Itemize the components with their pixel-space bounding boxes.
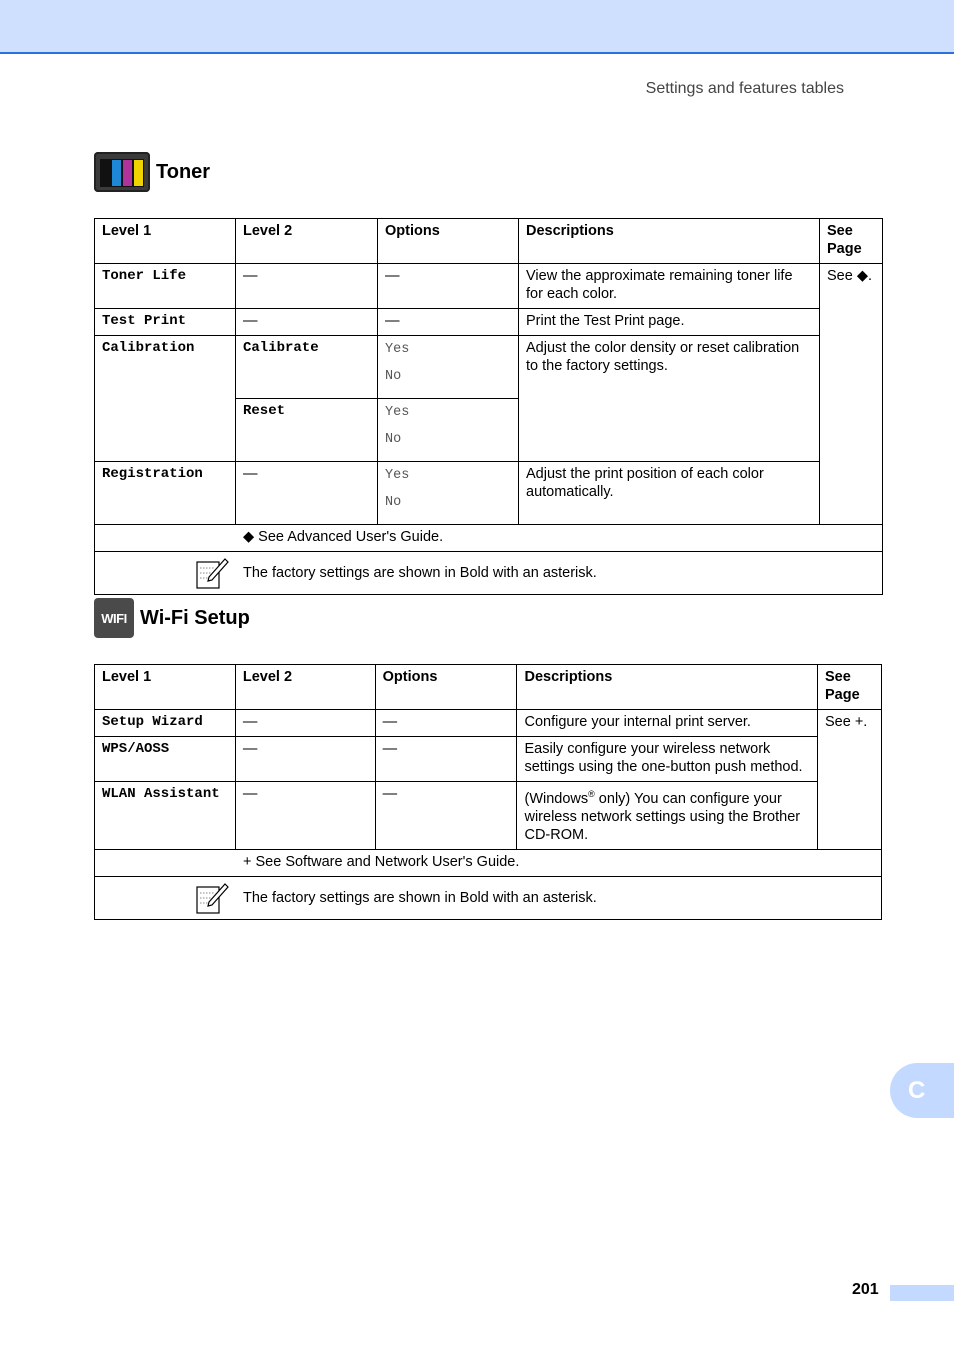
wifi-footnote: + See Software and Network User's Guide.: [95, 849, 882, 876]
toner-icon: [94, 152, 150, 192]
toner-life-level2: —: [236, 264, 378, 309]
wps-aoss-options: —: [375, 737, 517, 782]
wifi-see-page: See +.: [818, 710, 882, 850]
setup-wizard-options: —: [375, 710, 517, 737]
col-header-level1: Level 1: [95, 665, 236, 710]
registration-label: Registration: [95, 462, 236, 525]
table-row: [95, 710, 882, 737]
wps-aoss-label: WPS/AOSS: [95, 737, 236, 782]
col-header-descriptions: Descriptions: [519, 219, 820, 264]
test-print-label: Test Print: [95, 309, 236, 336]
wifi-icon: WIFI: [94, 598, 134, 638]
chapter-tab: C: [890, 1063, 954, 1118]
registered-mark: ®: [588, 789, 595, 799]
toner-footnote: ◆ See Advanced User's Guide.: [95, 525, 883, 552]
col-header-see-page: See Page: [818, 665, 882, 710]
option-no: No: [385, 369, 402, 384]
col-header-level1: Level 1: [95, 219, 236, 264]
setup-wizard-level2: —: [235, 710, 375, 737]
table-row: [95, 782, 882, 850]
wlan-assistant-label: WLAN Assistant: [95, 782, 236, 850]
registration-level2: —: [236, 462, 378, 525]
toner-title: Toner: [156, 160, 211, 183]
footnote-row: [95, 525, 883, 552]
toner-see-page: See ◆.: [820, 264, 883, 525]
table-row: [95, 737, 882, 782]
wlan-assistant-description: [517, 782, 818, 850]
table-header-row: [95, 665, 882, 710]
calibrate-label: Calibrate: [236, 336, 378, 399]
option-yes: Yes: [385, 342, 410, 357]
col-header-descriptions: Descriptions: [517, 665, 818, 710]
registration-options: [378, 462, 519, 525]
test-print-description: Print the Test Print page.: [519, 309, 820, 336]
footnote-row: [95, 849, 882, 876]
col-header-options: Options: [375, 665, 517, 710]
toner-life-options: —: [378, 264, 519, 309]
col-header-level2: Level 2: [235, 665, 375, 710]
option-no: No: [385, 495, 402, 510]
wlan-assistant-options: —: [375, 782, 517, 850]
page-number: 201: [852, 1281, 879, 1298]
note-text: The factory settings are shown in Bold with an asterisk.: [243, 565, 597, 581]
page-number-bar: [890, 1285, 954, 1301]
reset-label: Reset: [236, 399, 378, 462]
col-header-level2: Level 2: [236, 219, 378, 264]
running-header: Settings and features tables: [645, 80, 844, 97]
note-pencil-icon: [195, 556, 229, 590]
note-pencil-icon: [195, 881, 229, 915]
wps-aoss-level2: —: [235, 737, 375, 782]
registration-description: Adjust the print position of each color automatically.: [519, 462, 820, 525]
setup-wizard-description: Configure your internal print server.: [517, 710, 818, 737]
wifi-title: Wi-Fi Setup: [140, 606, 250, 629]
wifi-table: [94, 664, 882, 920]
note-row: [95, 876, 882, 919]
desc-part: only) You can configure your wireless network settings using the Brother CD-ROM.: [524, 790, 801, 843]
wps-aoss-description: Easily configure your wireless network settings using the one-button push method.: [517, 737, 818, 782]
reset-options: [378, 399, 519, 462]
calibrate-options: [378, 336, 519, 399]
option-yes: Yes: [385, 405, 410, 420]
col-header-see-page: See Page: [820, 219, 883, 264]
top-band: [0, 0, 954, 54]
test-print-options: —: [378, 309, 519, 336]
toner-section-header: [94, 152, 210, 192]
col-header-options: Options: [378, 219, 519, 264]
desc-part: (Windows: [524, 790, 589, 807]
table-header-row: [95, 219, 883, 264]
calibration-description: Adjust the color density or reset calibration to the factory settings.: [519, 336, 820, 462]
wlan-assistant-level2: —: [235, 782, 375, 850]
table-row: [95, 309, 883, 336]
option-yes: Yes: [385, 468, 410, 483]
table-row: [95, 462, 883, 525]
wifi-section-header: [94, 598, 250, 638]
option-no: No: [385, 432, 402, 447]
note-text: The factory settings are shown in Bold with an asterisk.: [243, 889, 597, 906]
setup-wizard-label: Setup Wizard: [95, 710, 236, 737]
table-row: [95, 264, 883, 309]
test-print-level2: —: [236, 309, 378, 336]
toner-life-description: View the approximate remaining toner life for each color.: [519, 264, 820, 309]
note-row: [95, 552, 883, 595]
table-row: [95, 336, 883, 399]
toner-life-label: Toner Life: [95, 264, 236, 309]
toner-table: [94, 218, 883, 595]
calibration-label: Calibration: [95, 336, 236, 462]
